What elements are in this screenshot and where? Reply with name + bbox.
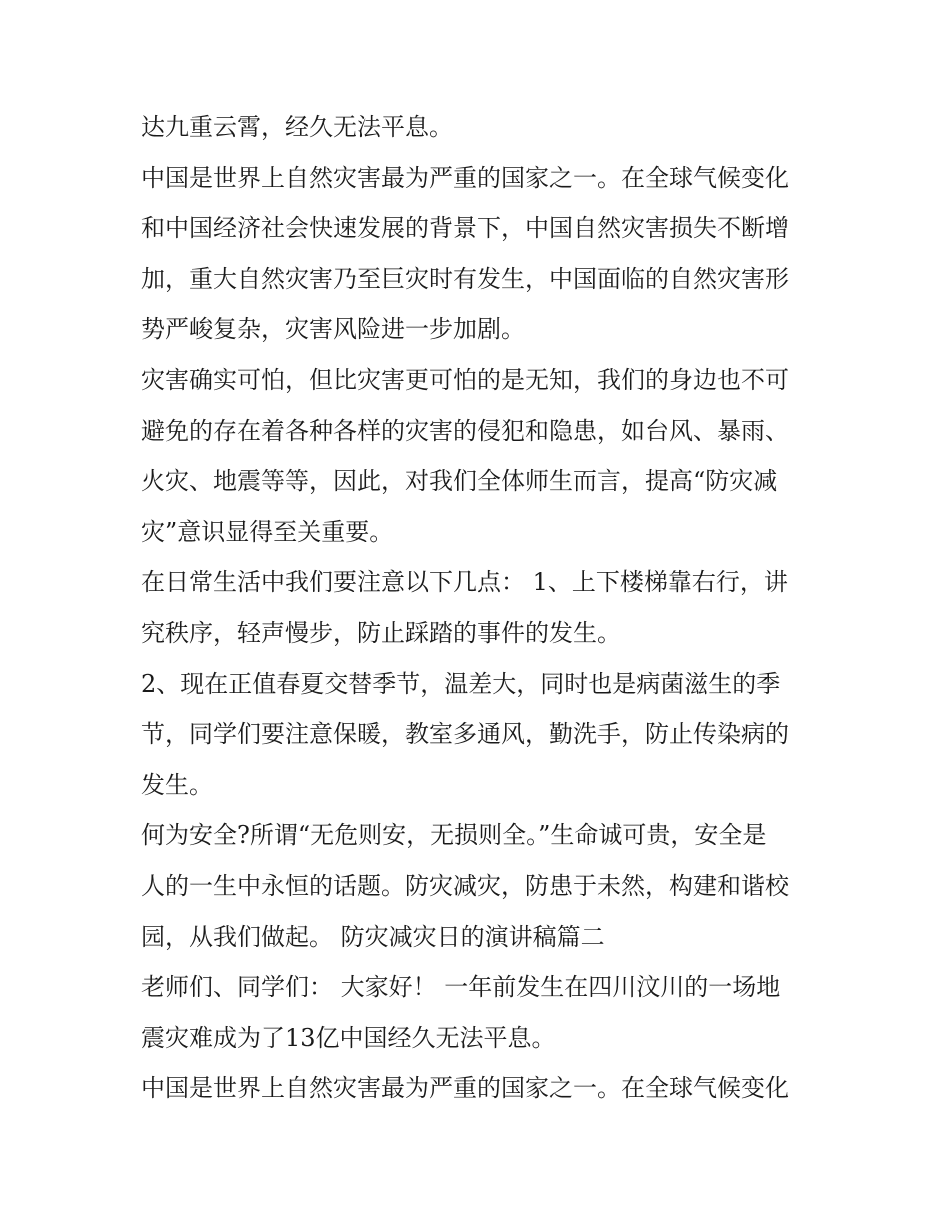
text-line: 节，同学们要注意保暖，教室多通风，勤洗手，防止传染病的 <box>141 720 789 749</box>
text-line: 和中国经济社会快速发展的背景下，中国自然灾害损失不断增 <box>141 214 789 243</box>
text-line: 在日常生活中我们要注意以下几点： 1、上下楼梯靠右行，讲 <box>141 568 788 597</box>
text-line: 2、现在正值春夏交替季节，温差大，同时也是病菌滋生的季 <box>141 669 781 698</box>
text-line: 老师们、同学们： 大家好！ 一年前发生在四川汶川的一场地 <box>141 973 781 1002</box>
text-line: 火灾、地震等等，因此，对我们全体师生而言，提高“防灾减 <box>141 467 778 496</box>
text-line: 震灾难成为了13亿中国经久无法平息。 <box>141 1023 556 1052</box>
text-line: 灾害确实可怕，但比灾害更可怕的是无知，我们的身边也不可 <box>141 365 789 394</box>
text-line: 势严峻复杂，灾害风险进一步加剧。 <box>141 315 525 344</box>
text-line: 人的一生中永恒的话题。防灾减灾，防患于未然，构建和谐校 <box>141 871 789 900</box>
text-line: 避免的存在着各种各样的灾害的侵犯和隐患，如台风、暴雨、 <box>141 416 789 445</box>
text-line: 何为安全?所谓“无危则安，无损则全。”生命诚可贵，安全是 <box>141 821 767 850</box>
text-line: 中国是世界上自然灾害最为严重的国家之一。在全球气候变化 <box>141 163 789 192</box>
text-line: 中国是世界上自然灾害最为严重的国家之一。在全球气候变化 <box>141 1074 789 1103</box>
text-line: 园，从我们做起。 防灾减灾日的演讲稿篇二 <box>141 922 605 951</box>
document-body <box>141 102 831 1114</box>
text-line: 加，重大自然灾害乃至巨灾时有发生，中国面临的自然灾害形 <box>141 264 789 293</box>
text-line: 灾”意识显得至关重要。 <box>141 517 394 546</box>
text-line: 达九重云霄，经久无法平息。 <box>141 113 453 141</box>
text-line: 发生。 <box>141 770 213 799</box>
text-line: 究秩序，轻声慢步，防止踩踏的事件的发生。 <box>141 618 621 647</box>
